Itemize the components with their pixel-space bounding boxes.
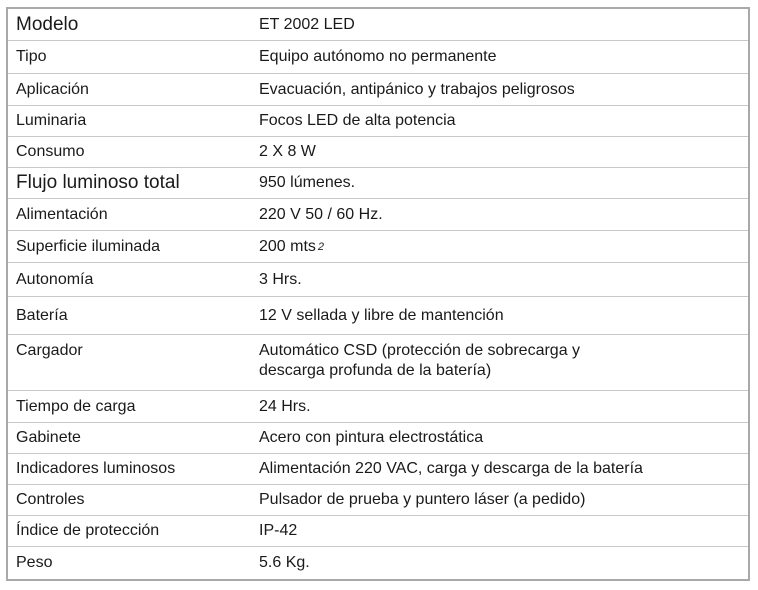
row-label: Aplicación: [16, 80, 89, 98]
value-line-1: Automático CSD (protección de sobrecarga y: [259, 342, 581, 359]
row-value: 3 Hrs.: [259, 270, 302, 288]
table-row-cargador: [8, 335, 748, 391]
row-value: Evacuación, antipánico y trabajos peligrosos: [259, 80, 575, 98]
row-label: Consumo: [16, 143, 85, 160]
row-value: Equipo autónomo no permanente: [259, 48, 497, 65]
row-label: Controles: [16, 491, 85, 508]
table-row-peso: [8, 547, 748, 579]
row-label: Gabinete: [16, 429, 81, 446]
row-label: Tiempo de carga: [16, 397, 136, 415]
table-row-alimentacion: [8, 199, 748, 231]
row-value: 220 V 50 / 60 Hz.: [259, 205, 383, 223]
table-row-bateria: [8, 297, 748, 335]
table-row-tipo: [8, 41, 748, 74]
table-row-luminaria: [8, 106, 748, 137]
row-value: [252, 231, 748, 262]
row-value: IP-42: [259, 522, 298, 539]
table-row-modelo: [8, 9, 748, 41]
row-value: 12 V sellada y libre de mantención: [259, 306, 504, 324]
row-label: Autonomía: [16, 270, 94, 288]
table-row-aplicacion: [8, 74, 748, 106]
table-row-gabinete: [8, 423, 748, 454]
value-text: 200 mts: [259, 237, 316, 255]
table-row-controles: [8, 485, 748, 516]
row-value: [252, 335, 748, 390]
row-label: Peso: [16, 554, 53, 571]
table-row-autonomia: [8, 263, 748, 297]
row-label: Modelo: [16, 13, 79, 35]
table-row-tiempo-carga: [8, 391, 748, 423]
row-value: Alimentación 220 VAC, carga y descarga de la batería: [259, 460, 643, 477]
spec-table: [6, 7, 750, 581]
row-label: Indicadores luminosos: [16, 460, 176, 477]
row-label: Índice de protección: [16, 522, 160, 539]
row-value: 950 lúmenes.: [259, 174, 356, 191]
row-label: Luminaria: [16, 112, 87, 129]
row-value: 24 Hrs.: [259, 397, 311, 415]
row-value: Acero con pintura electrostática: [259, 429, 484, 446]
table-row-flujo: [8, 168, 748, 199]
value-line-2: descarga profunda de la batería): [259, 362, 492, 379]
row-label: Alimentación: [16, 205, 108, 223]
table-row-indice-proteccion: [8, 516, 748, 547]
row-label: Cargador: [16, 342, 83, 359]
row-value: 2 X 8 W: [259, 143, 316, 160]
row-label: Batería: [16, 306, 68, 324]
row-label: Superficie iluminada: [16, 237, 161, 255]
row-label: Tipo: [16, 48, 47, 65]
superscript: 2: [317, 240, 325, 253]
table-row-superficie: [8, 231, 748, 263]
table-row-indicadores: [8, 454, 748, 485]
row-value: 5.6 Kg.: [259, 554, 310, 571]
row-value: Focos LED de alta potencia: [259, 112, 456, 129]
table-row-consumo: [8, 137, 748, 168]
row-value: ET 2002 LED: [259, 15, 355, 33]
row-label: Flujo luminoso total: [16, 172, 180, 193]
row-value: Pulsador de prueba y puntero láser (a pedido): [259, 491, 586, 508]
